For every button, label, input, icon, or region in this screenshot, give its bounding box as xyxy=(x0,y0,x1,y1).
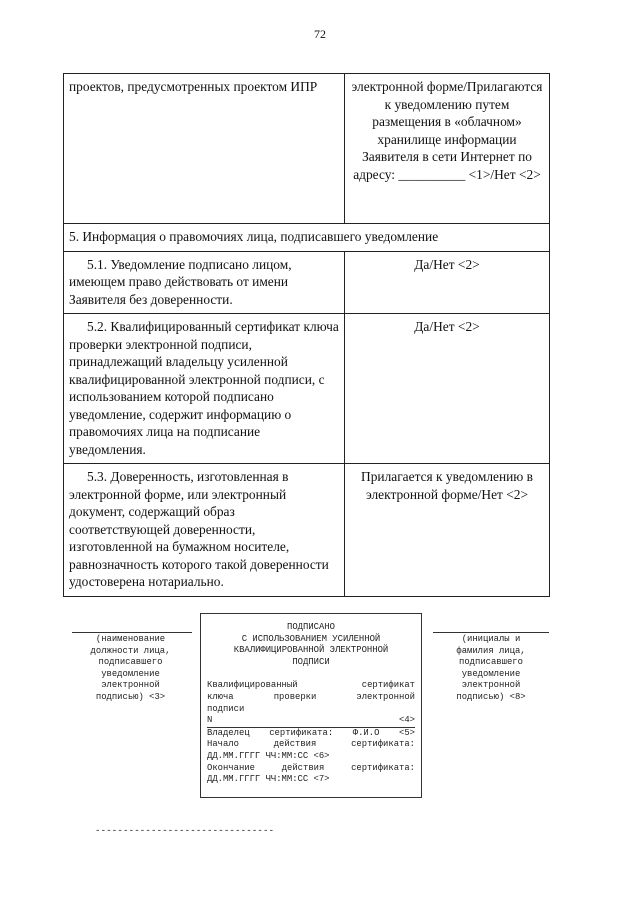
row-5-3-text: 5.3. Доверенность, изготовленная в электронной форме, или электронный документ, содержащий образ соответствующей доверенности, изготовленной на бумажном носителе, равнозначность которого такой доверенности удостоверена нотариально. xyxy=(69,469,329,589)
signature-caption-right xyxy=(432,634,550,704)
row-5-3-right: Прилагается к уведомлению в электронной форме/Нет <2> xyxy=(345,464,550,597)
stamp-owner: Владелец сертификата: Ф.И.О <5> xyxy=(207,727,415,738)
table-row xyxy=(64,74,550,224)
stamp-heading-line: С ИСПОЛЬЗОВАНИЕМ УСИЛЕННОЙ xyxy=(241,633,381,644)
signature-line-right xyxy=(433,632,549,633)
row-5-2-right: Да/Нет <2> xyxy=(345,314,550,464)
signature-line-left xyxy=(72,632,192,633)
caption-line: подписавшего xyxy=(459,657,523,668)
stamp-heading-line: ПОДПИСИ xyxy=(292,656,330,667)
caption-line: уведомление xyxy=(101,668,160,679)
page-number: 72 xyxy=(314,27,326,41)
caption-line: (наименование xyxy=(95,634,166,644)
stamp-number-sign: N xyxy=(207,715,213,726)
caption-line: должности лица, xyxy=(90,645,171,656)
table-row xyxy=(64,251,550,314)
section-5-heading: 5. Информация о правомочиях лица, подписавшего уведомление xyxy=(64,224,550,252)
row-5-1-left xyxy=(64,251,345,314)
stamp-heading xyxy=(207,622,415,668)
row-5-3-left xyxy=(64,464,345,597)
stamp-validity-end-value: ДД.ММ.ГГГГ ЧЧ:ММ:СС <7> xyxy=(207,774,330,785)
stamp-cert-line: ключа проверки электронной xyxy=(207,691,415,702)
row-cont-left: проектов, предусмотренных проектом ИПР xyxy=(64,74,345,224)
row-5-2-left xyxy=(64,314,345,464)
row-5-1-right: Да/Нет <2> xyxy=(345,251,550,314)
stamp-validity-start: Начало действия сертификата: xyxy=(207,739,415,750)
table-row xyxy=(64,314,550,464)
signature-caption-left xyxy=(68,634,193,704)
stamp-heading-line: ПОДПИСАНО xyxy=(287,622,335,632)
stamp-cert-line: подписи xyxy=(207,703,245,714)
footnote-separator: -------------------------------- xyxy=(95,826,275,836)
stamp-cert-line: Квалифицированный сертификат xyxy=(207,680,415,691)
row-5-2-text: 5.2. Квалифицированный сертификат ключа проверки электронной подписи, принадлежащий владельцу усиленной квалифицированной электронной подписи, с использованием которой подписано уведомление, содержит информацию о правомочиях лица на подписание уведомления. xyxy=(69,319,339,457)
stamp-cert-number xyxy=(207,715,415,728)
caption-line: подписью) <3> xyxy=(95,691,166,702)
stamp-heading-line: КВАЛИФИЦИРОВАННОЙ ЭЛЕКТРОННОЙ xyxy=(233,645,389,656)
caption-line: подписавшего xyxy=(98,657,163,668)
stamp-number-ref: <4> xyxy=(399,715,415,726)
table-row xyxy=(64,464,550,597)
stamp-validity-start-value: ДД.ММ.ГГГГ ЧЧ:ММ:СС <6> xyxy=(207,750,330,761)
caption-line: электронной xyxy=(101,680,160,691)
notification-table xyxy=(63,73,550,597)
caption-line: (инициалы и xyxy=(461,634,521,644)
caption-line: уведомление xyxy=(461,668,521,679)
caption-line: фамилия лица, xyxy=(456,645,526,656)
stamp-validity-end: Окончание действия сертификата: xyxy=(207,762,415,773)
caption-line: электронной xyxy=(461,680,521,691)
row-cont-right: электронной форме/Прилагаются к уведомлению путем размещения в «облачном» хранилище информации Заявителя в сети Интернет по адресу: __________ <1>/Нет <2> xyxy=(345,74,550,224)
caption-line: подписью) <8> xyxy=(456,691,526,702)
electronic-signature-stamp xyxy=(200,613,422,798)
table-row xyxy=(64,224,550,252)
row-5-1-text: 5.1. Уведомление подписано лицом, имеющем право действовать от имени Заявителя без доверенности. xyxy=(69,256,292,307)
